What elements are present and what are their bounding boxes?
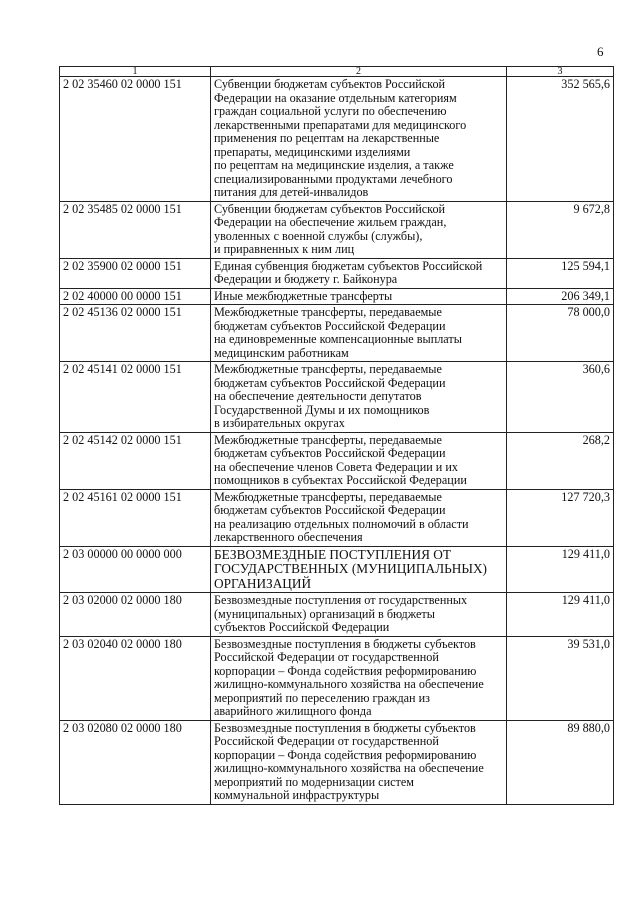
- row-code: 2 02 35485 02 0000 151: [60, 201, 211, 258]
- row-name: Единая субвенция бюджетам субъектов Российской Федерации и бюджету г. Байконура: [211, 258, 507, 288]
- row-code: 2 03 02000 02 0000 180: [60, 593, 211, 637]
- row-name: Безвозмездные поступления от государственных (муниципальных) организаций в бюджеты субъектов Российской Федерации: [211, 593, 507, 637]
- row-code: 2 02 35900 02 0000 151: [60, 258, 211, 288]
- table-row: [60, 636, 614, 720]
- row-name: Межбюджетные трансферты, передаваемые бюджетам субъектов Российской Федерации на реализацию отдельных полномочий в области лекарственного обеспечения: [211, 489, 507, 546]
- table-header: [60, 67, 614, 77]
- row-name: Субвенции бюджетам субъектов Российской Федерации на обеспечение жильем граждан, уволенных с военной службы (службы), и приравненных к ним лиц: [211, 201, 507, 258]
- row-amount: 268,2: [507, 432, 614, 489]
- row-code: 2 02 45142 02 0000 151: [60, 432, 211, 489]
- row-code: 2 02 45136 02 0000 151: [60, 305, 211, 362]
- row-amount: 127 720,3: [507, 489, 614, 546]
- row-code: 2 03 00000 00 0000 000: [60, 546, 211, 593]
- row-name: Иные межбюджетные трансферты: [211, 288, 507, 305]
- row-amount: 352 565,6: [507, 77, 614, 202]
- table-row: [60, 720, 614, 804]
- header-row: [60, 67, 614, 77]
- row-code: 2 03 02080 02 0000 180: [60, 720, 211, 804]
- table-row: [60, 288, 614, 305]
- row-code: 2 02 35460 02 0000 151: [60, 77, 211, 202]
- table-body: [60, 77, 614, 805]
- row-amount: 89 880,0: [507, 720, 614, 804]
- row-amount: 39 531,0: [507, 636, 614, 720]
- row-name: БЕЗВОЗМЕЗДНЫЕ ПОСТУПЛЕНИЯ ОТ ГОСУДАРСТВЕННЫХ (МУНИЦИПАЛЬНЫХ) ОРГАНИЗАЦИЙ: [211, 546, 507, 593]
- table-row: [60, 201, 614, 258]
- table-row: [60, 489, 614, 546]
- page-number: 6: [597, 44, 604, 59]
- row-name: Субвенции бюджетам субъектов Российской Федерации на оказание отдельным категориям граждан социальной услуги по обеспечению лекарственными препаратами для медицинского применения по рецептам на лекарственные препараты, медицинскими изделиями по рецептам на медицинские изделия, а также специализированными продуктами лечебного питания для детей-инвалидов: [211, 77, 507, 202]
- table-row: [60, 305, 614, 362]
- row-code: 2 02 40000 00 0000 151: [60, 288, 211, 305]
- row-amount: 125 594,1: [507, 258, 614, 288]
- row-code: 2 02 45141 02 0000 151: [60, 362, 211, 433]
- row-amount: 129 411,0: [507, 546, 614, 593]
- table-row: [60, 77, 614, 202]
- row-name: Межбюджетные трансферты, передаваемые бюджетам субъектов Российской Федерации на обеспечение членов Совета Федерации и их помощников в субъектах Российской Федерации: [211, 432, 507, 489]
- table-row: [60, 258, 614, 288]
- row-code: 2 02 45161 02 0000 151: [60, 489, 211, 546]
- row-amount: 78 000,0: [507, 305, 614, 362]
- row-amount: 129 411,0: [507, 593, 614, 637]
- table-row: [60, 593, 614, 637]
- row-amount: 9 672,8: [507, 201, 614, 258]
- row-name: Межбюджетные трансферты, передаваемые бюджетам субъектов Российской Федерации на единовременные компенсационные выплаты медицинским работникам: [211, 305, 507, 362]
- row-name: Безвозмездные поступления в бюджеты субъектов Российской Федерации от государственной корпорации – Фонда содействия реформированию жилищно-коммунального хозяйства на обеспечение мероприятий по переселению граждан из аварийного жилищного фонда: [211, 636, 507, 720]
- row-code: 2 03 02040 02 0000 180: [60, 636, 211, 720]
- budget-table: [59, 66, 614, 805]
- row-name: Межбюджетные трансферты, передаваемые бюджетам субъектов Российской Федерации на обеспечение деятельности депутатов Государственной Думы и их помощников в избирательных округах: [211, 362, 507, 433]
- row-name: Безвозмездные поступления в бюджеты субъектов Российской Федерации от государственной корпорации – Фонда содействия реформированию жилищно-коммунального хозяйства на обеспечение мероприятий по модернизации систем коммунальной инфраструктуры: [211, 720, 507, 804]
- row-amount: 206 349,1: [507, 288, 614, 305]
- header-col-name: 2: [211, 67, 507, 77]
- table-row: [60, 362, 614, 433]
- table-row: [60, 546, 614, 593]
- header-col-amount: 3: [507, 67, 614, 77]
- row-amount: 360,6: [507, 362, 614, 433]
- header-col-code: 1: [60, 67, 211, 77]
- table-row: [60, 432, 614, 489]
